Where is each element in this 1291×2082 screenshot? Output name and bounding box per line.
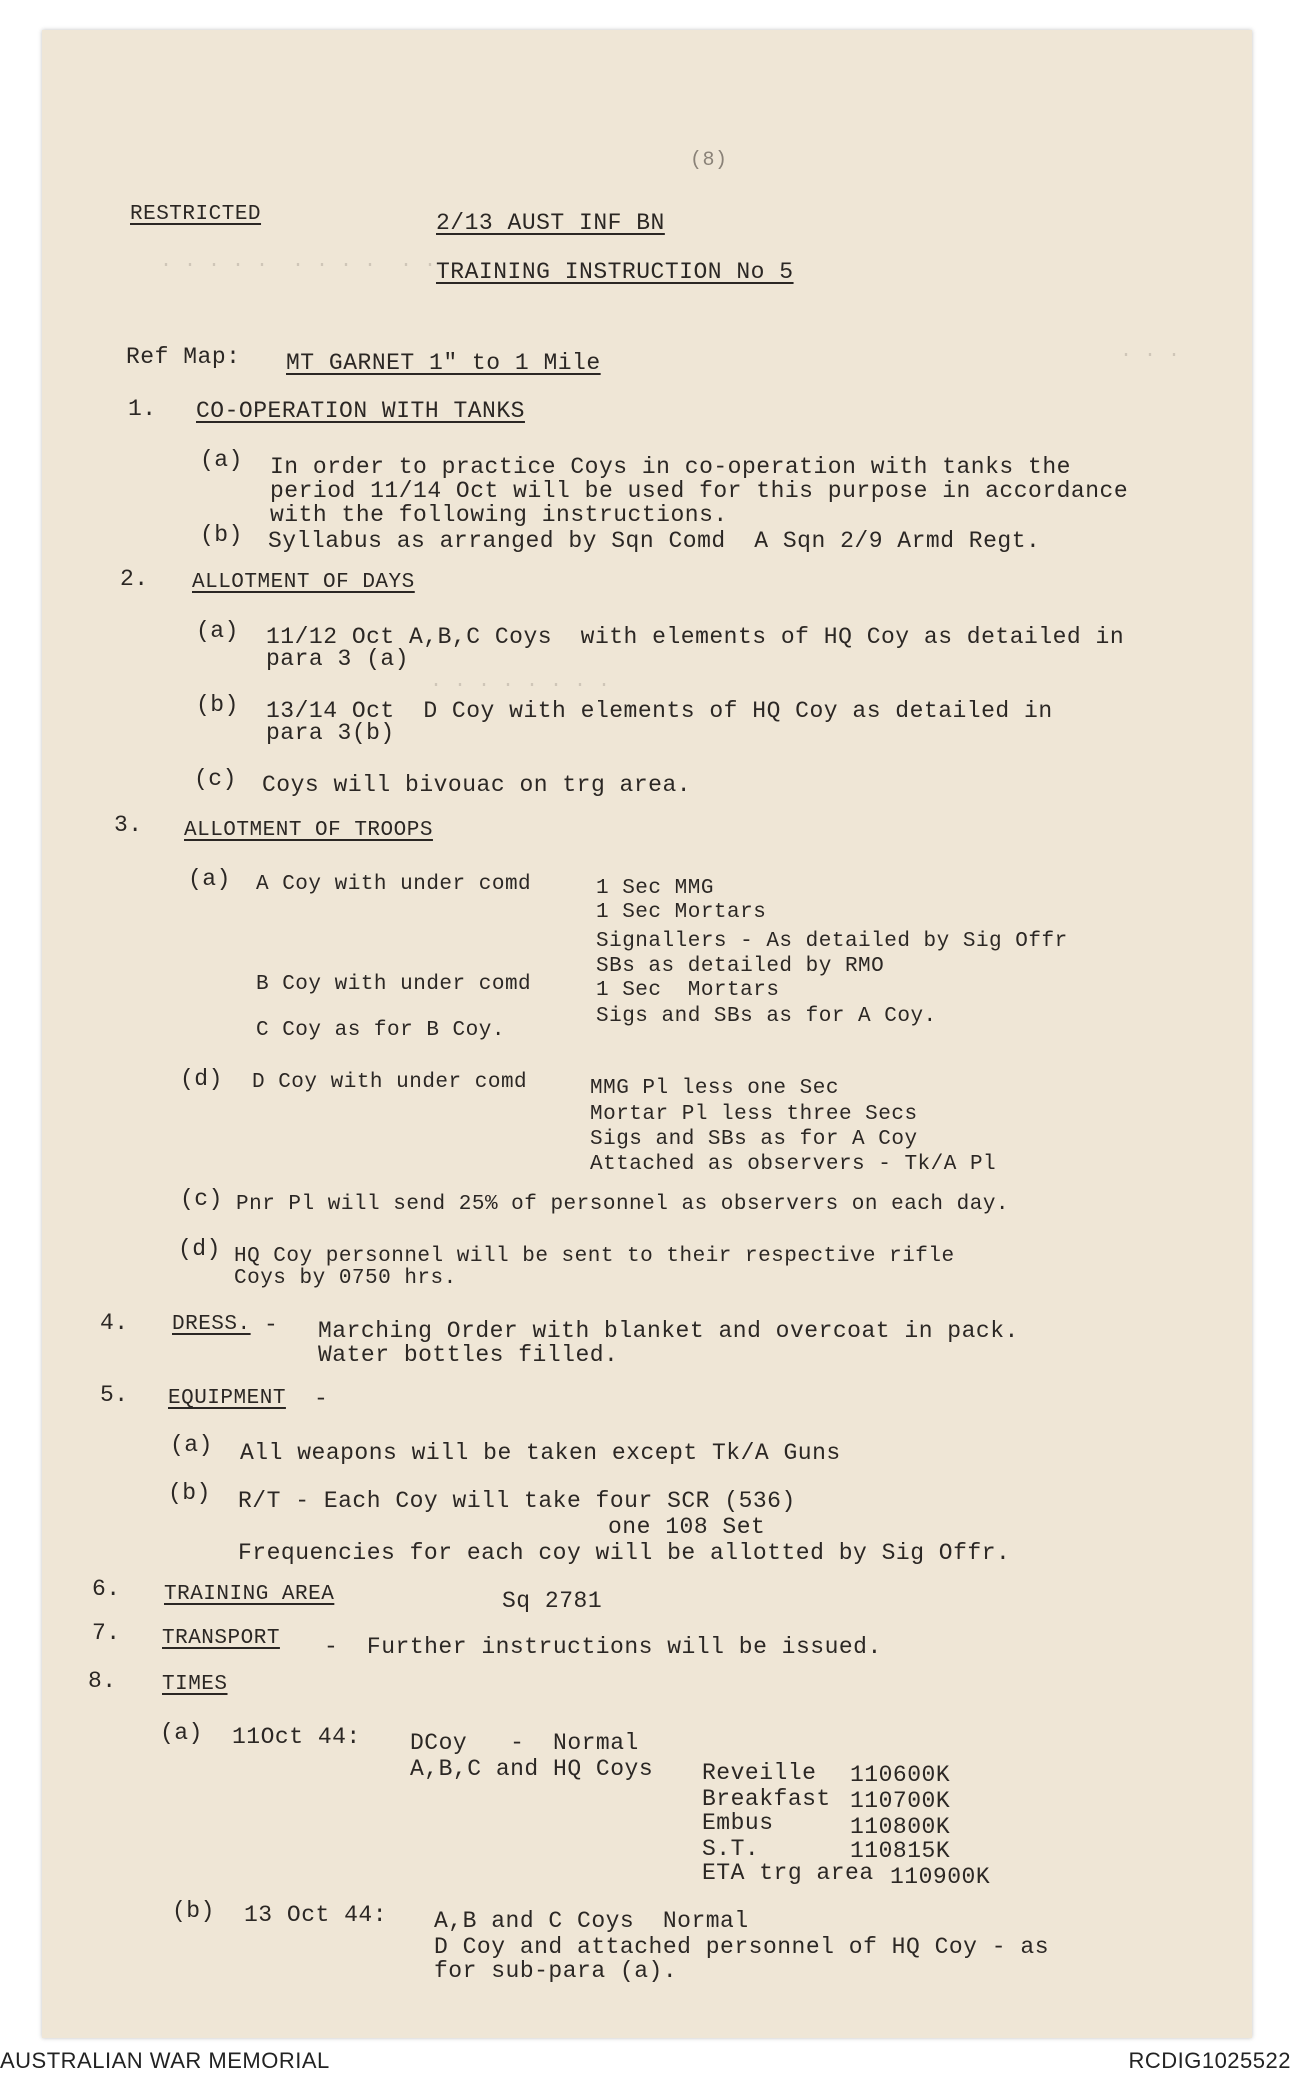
bleed-through-text: . . . . . . . . . . . xyxy=(160,250,437,273)
item-label: (b) xyxy=(168,1480,211,1506)
item-text: para 3 (a) xyxy=(266,646,410,672)
section-number: 5. xyxy=(100,1382,129,1408)
classification: RESTRICTED xyxy=(130,203,262,226)
item-text: R/T - Each Coy will take four SCR (536) xyxy=(238,1488,796,1514)
item-text: DCoy - Normal xyxy=(410,1730,639,1756)
item-text: with the following instructions. xyxy=(270,502,728,528)
item-label: (a) xyxy=(170,1432,213,1458)
section-number: 7. xyxy=(92,1620,121,1646)
section-number: 3. xyxy=(114,812,143,838)
time-event: Embus xyxy=(702,1810,774,1836)
item-text: SBs as detailed by RMO xyxy=(596,955,885,978)
time-value: 110700K xyxy=(850,1788,951,1814)
item-text: Sq 2781 xyxy=(502,1588,603,1614)
section-number: 2. xyxy=(120,566,149,592)
item-text: - Further instructions will be issued. xyxy=(324,1634,882,1660)
item-text: Water bottles filled. xyxy=(318,1342,619,1368)
item-text: Coys will bivouac on trg area. xyxy=(262,772,692,798)
item-text: A,B,C and HQ Coys xyxy=(410,1756,654,1782)
item-label: (c) xyxy=(194,766,237,792)
item-text: MMG Pl less one Sec xyxy=(590,1077,839,1100)
item-label: (b) xyxy=(196,692,239,718)
item-text: All weapons will be taken except Tk/A Guns xyxy=(240,1440,841,1466)
item-date: 13 Oct 44: xyxy=(244,1902,388,1928)
section-number: 1. xyxy=(128,396,157,422)
item-label: (a) xyxy=(160,1720,203,1746)
section-heading: TRAINING AREA xyxy=(164,1583,335,1606)
item-text: B Coy with under comd xyxy=(256,973,532,996)
item-text: C Coy as for B Coy. xyxy=(256,1019,505,1042)
item-text: D Coy with under comd xyxy=(252,1071,528,1094)
heading-dash: - xyxy=(264,1312,279,1338)
item-date: 11Oct 44: xyxy=(232,1724,361,1750)
ref-map-value: MT GARNET 1" to 1 Mile xyxy=(286,350,601,376)
section-number: 6. xyxy=(92,1576,121,1602)
bleed-through-text: . . . . . . . . xyxy=(430,670,611,693)
time-value: 110900K xyxy=(890,1864,991,1890)
item-text: Attached as observers - Tk/A Pl xyxy=(590,1153,997,1176)
time-event: ETA trg area xyxy=(702,1860,874,1886)
item-label: (b) xyxy=(172,1898,215,1924)
time-event: Breakfast xyxy=(702,1786,831,1812)
section-number: 4. xyxy=(100,1310,129,1336)
ref-map-label: Ref Map: xyxy=(126,344,241,370)
item-text: for sub-para (a). xyxy=(434,1958,678,1984)
section-heading: ALLOTMENT OF TROOPS xyxy=(184,819,433,842)
item-text: HQ Coy personnel will be sent to their respective rifle xyxy=(234,1245,955,1268)
section-heading: ALLOTMENT OF DAYS xyxy=(192,571,415,594)
item-text: 1 Sec MMG xyxy=(596,877,714,900)
document-title: TRAINING INSTRUCTION No 5 xyxy=(436,259,794,285)
item-text: A,B and C Coys Normal xyxy=(434,1908,749,1934)
footer-source: AUSTRALIAN WAR MEMORIAL xyxy=(0,2048,330,2073)
item-text: 1 Sec Mortars xyxy=(596,901,767,924)
item-text: 1 Sec Mortars xyxy=(596,979,780,1002)
item-text: Sigs and SBs as for A Coy xyxy=(590,1128,918,1151)
unit-name: 2/13 AUST INF BN xyxy=(436,210,665,236)
item-label: (d) xyxy=(180,1066,223,1092)
item-text: Signallers - As detailed by Sig Offr xyxy=(596,930,1068,953)
section-heading: CO-OPERATION WITH TANKS xyxy=(196,398,525,424)
item-text: 11/12 Oct A,B,C Coys with elements of HQ Coy as detailed in xyxy=(266,624,1125,650)
section-number: 8. xyxy=(88,1668,117,1694)
item-text: In order to practice Coys in co-operation with tanks the xyxy=(270,454,1071,480)
item-label: (a) xyxy=(200,447,243,473)
heading-dash: - xyxy=(314,1386,329,1412)
time-event: Reveille xyxy=(702,1760,817,1786)
item-text: D Coy and attached personnel of HQ Coy - as xyxy=(434,1934,1049,1960)
section-heading: TIMES xyxy=(162,1673,228,1696)
bleed-through-text: . . . xyxy=(1120,340,1181,363)
item-text: Mortar Pl less three Secs xyxy=(590,1103,918,1126)
item-label: (c) xyxy=(180,1186,223,1212)
item-text: Frequencies for each coy will be allotted by Sig Offr. xyxy=(238,1540,1011,1566)
section-heading: TRANSPORT xyxy=(162,1627,280,1650)
item-label: (b) xyxy=(200,522,243,548)
item-text: Syllabus as arranged by Sqn Comd A Sqn 2/9 Armd Regt. xyxy=(268,528,1041,554)
time-value: 110800K xyxy=(850,1814,951,1840)
item-text: A Coy with under comd xyxy=(256,873,532,896)
document-page xyxy=(42,30,1252,2038)
item-text: Pnr Pl will send 25% of personnel as observers on each day. xyxy=(236,1193,1010,1216)
footer-id: RCDIG1025522 xyxy=(1128,2048,1291,2073)
item-text: Sigs and SBs as for A Coy. xyxy=(596,1005,937,1028)
item-text: Coys by 0750 hrs. xyxy=(234,1267,457,1290)
page-mark: (8) xyxy=(690,149,728,172)
item-label: (a) xyxy=(196,618,239,644)
section-heading: EQUIPMENT xyxy=(168,1387,286,1410)
time-value: 110600K xyxy=(850,1762,951,1788)
time-event: S.T. xyxy=(702,1836,760,1862)
item-text: para 3(b) xyxy=(266,720,395,746)
item-text: one 108 Set xyxy=(608,1514,766,1540)
item-label: (d) xyxy=(178,1236,221,1262)
item-text: period 11/14 Oct will be used for this purpose in accordance xyxy=(270,478,1129,504)
item-label: (a) xyxy=(188,866,231,892)
time-value: 110815K xyxy=(850,1838,951,1864)
item-text: Marching Order with blanket and overcoat in pack. xyxy=(318,1318,1019,1344)
item-text: 13/14 Oct D Coy with elements of HQ Coy as detailed in xyxy=(266,698,1053,724)
section-heading: DRESS. xyxy=(172,1313,251,1336)
